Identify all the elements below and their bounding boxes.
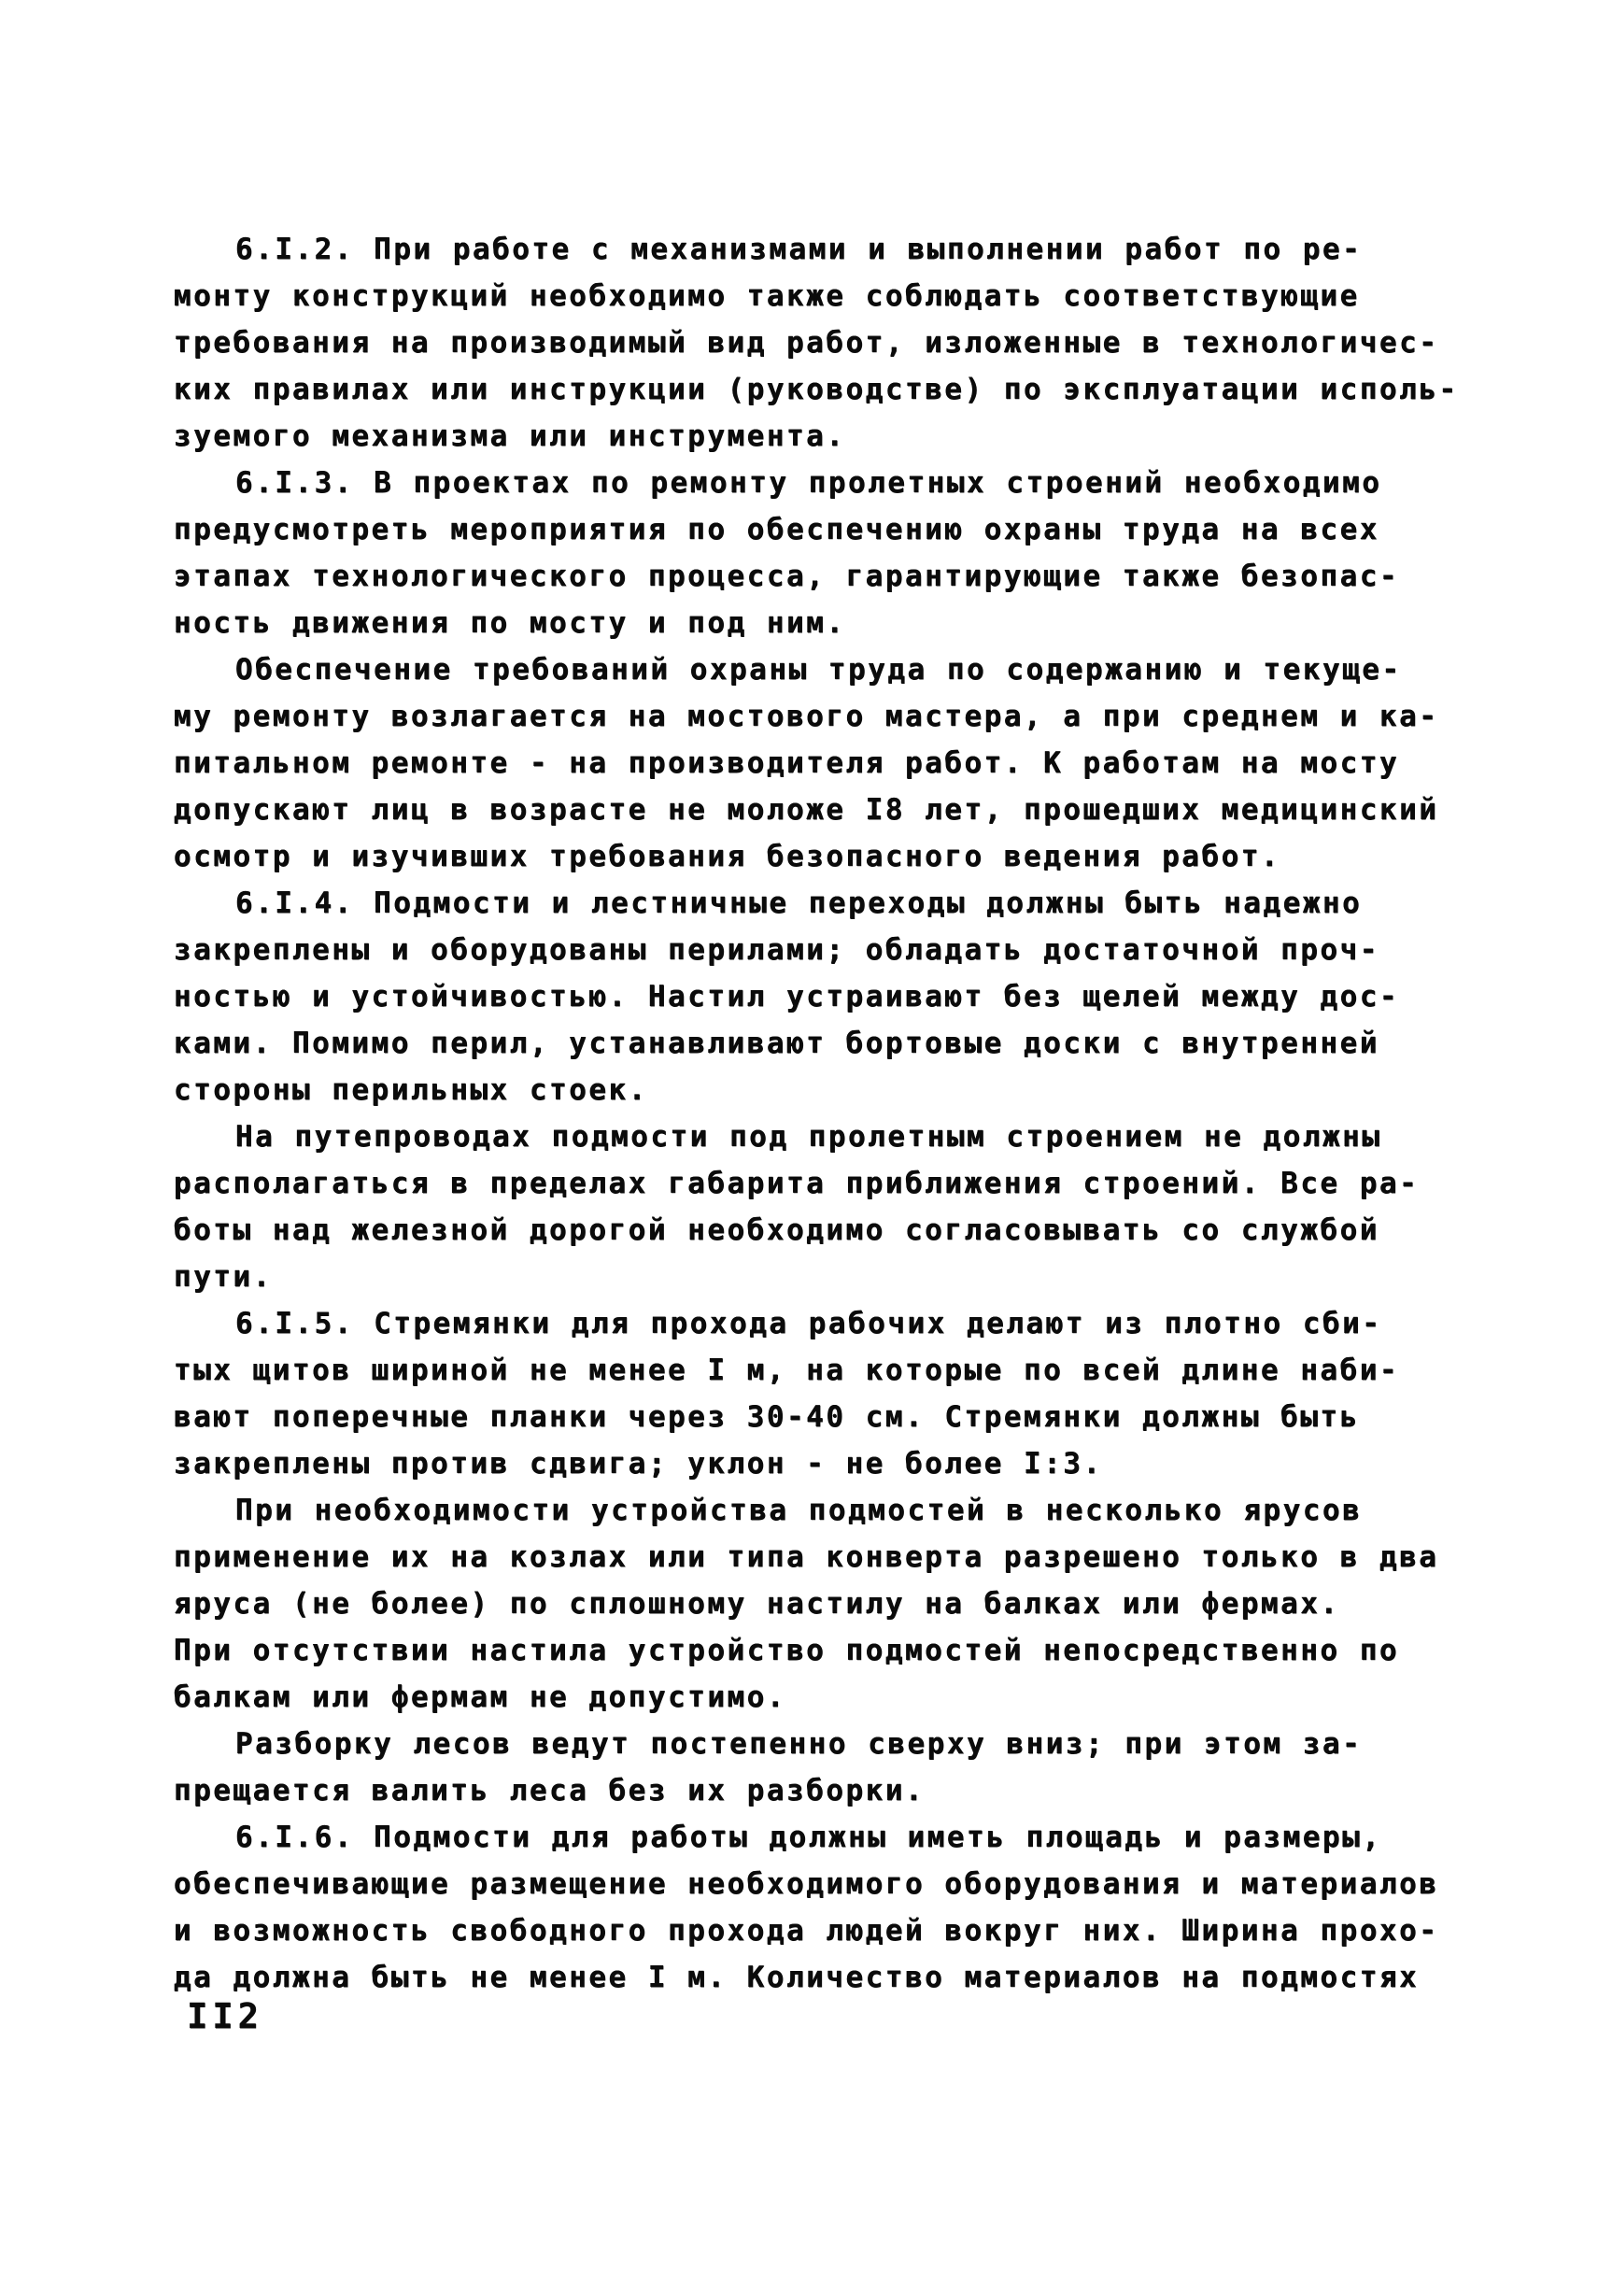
text-line: требования на производимый вид работ, изложенные в технологичес- [174,326,1439,360]
text-line: пути. [174,1260,273,1294]
text-line: вают поперечные планки через 30-40 см. Стремянки должны быть [174,1400,1360,1434]
text-line: 6.I.4. Подмости и лестничные переходы должны быть надежно [235,886,1363,920]
text-line: располагаться в пределах габарита приближения строений. Все ра- [174,1167,1420,1200]
text-line: На путепроводах подмости под пролетным строением не должны [235,1120,1382,1154]
text-line: При отсутствии настила устройство подмостей непосредственно по [174,1634,1400,1667]
text-line: закреплены против сдвига; уклон - не более I:3. [174,1447,1103,1481]
text-line: ностью и устойчивостью. Настил устраивают без щелей между дос- [174,980,1400,1013]
text-line: да должна быть не менее I м. Количество материалов на подмостях [174,1961,1420,1994]
text-line: применение их на козлах или типа конверта разрешено только в два [174,1540,1439,1574]
text-line: му ремонту возлагается на мостового мастера, а при среднем и ка- [174,700,1439,733]
body-text [174,226,1500,2001]
text-line: 6.I.6. Подмости для работы должны иметь площадь и размеры, [235,1821,1382,1854]
text-line: стороны перильных стоек. [174,1073,648,1107]
text-line: предусмотреть мероприятия по обеспечению охраны труда на всех [174,513,1379,546]
text-line: 6.I.2. При работе с механизмами и выполнении работ по ре- [235,233,1363,266]
text-line: питальном ремонте - на производителя работ. К работам на мосту [174,746,1400,780]
text-line: боты над железной дорогой необходимо согласовывать со службой [174,1213,1379,1247]
text-line: допускают лиц в возрасте не моложе I8 лет, прошедших медицинский [174,793,1439,827]
page-number: II2 [187,1996,263,2036]
text-line: прещается валить леса без их разборки. [174,1774,926,1807]
text-line: 6.I.3. В проектах по ремонту пролетных строений необходимо [235,466,1382,500]
text-line: ность движения по мосту и под ним. [174,606,846,640]
text-line: Обеспечение требований охраны труда по содержанию и текуще- [235,653,1402,687]
text-line: ких правилах или инструкции (руководстве) по эксплуатации исполь- [174,373,1459,406]
text-line: 6.I.5. Стремянки для прохода рабочих делают из плотно сби- [235,1307,1382,1340]
text-line: этапах технологического процесса, гарантирующие также безопас- [174,560,1400,593]
text-line: монту конструкций необходимо также соблюдать соответствующие [174,279,1360,313]
text-line: ками. Помимо перил, устанавливают бортовые доски с внутренней [174,1027,1379,1060]
text-line: При необходимости устройства подмостей в несколько ярусов [235,1494,1363,1527]
text-line: тых щитов шириной не менее I м, на которые по всей длине наби- [174,1354,1400,1387]
text-line: зуемого механизма или инструмента. [174,419,846,453]
text-line: обеспечивающие размещение необходимого оборудования и материалов [174,1867,1439,1901]
text-line: яруса (не более) по сплошному настилу на балках или фермах. [174,1587,1340,1621]
text-line: Разборку лесов ведут постепенно сверху вниз; при этом за- [235,1727,1363,1761]
text-line: осмотр и изучивших требования безопасного ведения работ. [174,840,1281,873]
text-line: и возможность свободного прохода людей вокруг них. Ширина прохо- [174,1914,1439,1948]
text-line: балкам или фермам не допустимо. [174,1680,787,1714]
text-line: закреплены и оборудованы перилами; обладать достаточной проч- [174,933,1379,967]
